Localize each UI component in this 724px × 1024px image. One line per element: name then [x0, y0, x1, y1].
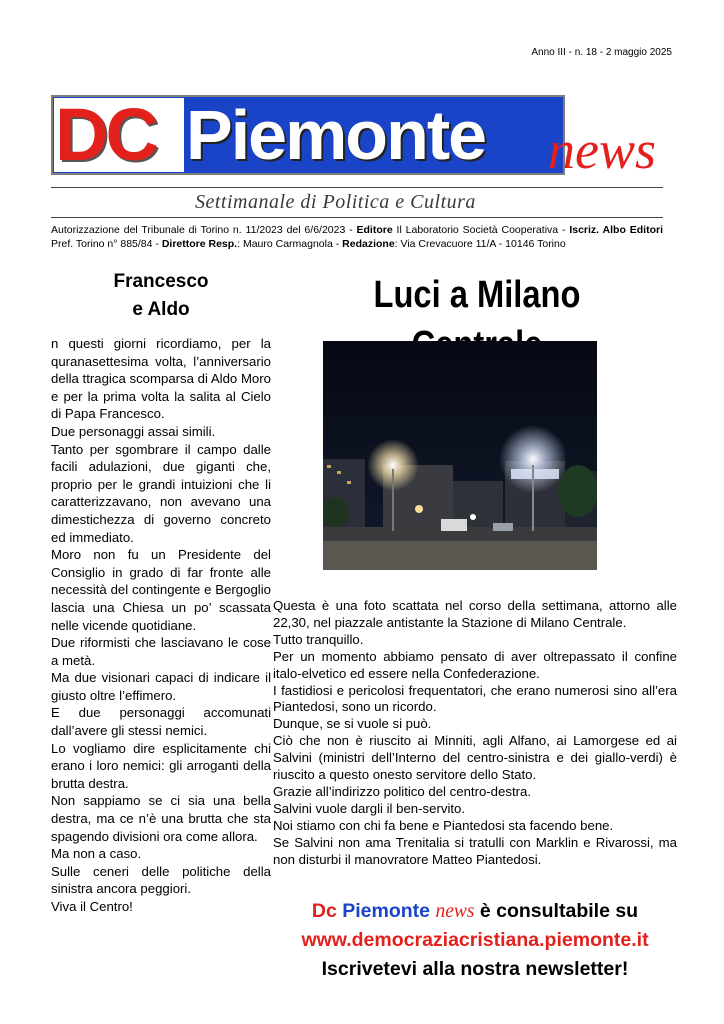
masthead-rule-top	[51, 187, 663, 188]
paragraph: Lo vogliamo dire esplicitamente chi erano i loro nemici: gli arroganti della brutta destra.	[51, 740, 271, 791]
newsletter-call: Iscrivetevi alla nostra newsletter!	[321, 958, 629, 980]
credits-label: Redazione	[342, 238, 395, 250]
promo-news: news	[435, 901, 475, 922]
tagline: Settimanale di Politica e Cultura	[195, 191, 476, 213]
paragraph: E due personaggi accomunati dall’avere gli stessi nemici.	[51, 705, 271, 739]
paragraph: Questa è una foto scattata nel corso della settimana, attorno alle 22,30, nel piazzale antistante la Stazione di Milano Centrale.	[273, 598, 677, 630]
logo-piemonte: Piemonte	[186, 96, 486, 174]
paragraph: Per un momento abbiamo pensato di aver oltrepassato il confine italo-elvetico ed essere nella Confederazione.	[273, 648, 677, 681]
promo-piemonte: Piemonte	[342, 900, 431, 922]
publication-credits	[51, 223, 663, 251]
issue-info: Anno III - n. 18 - 2 maggio 2025	[531, 47, 672, 58]
paragraph: Dunque, se si vuole si può.	[273, 716, 432, 732]
paragraph: Se Salvini non ama Trenitalia si tratulli con Marklin e Rivarossi, ma non disturbi il manovratore Matteo Piantedosi.	[273, 834, 677, 867]
paragraph: I fastidiosi e pericolosi frequentatori, che erano numerosi sino all’era Piantedosi, sono un ricordo.	[273, 682, 677, 715]
credits-text: : Via Crevacuore 11/A - 10146 Torino	[394, 238, 566, 250]
paragraph: Grazie all’indirizzo politico del centro-destra.	[273, 783, 531, 799]
promo-dc: Dc	[311, 900, 337, 922]
credits-label: Iscriz. Albo Editori	[569, 224, 663, 236]
masthead-rule-bottom	[51, 217, 663, 218]
paragraph: Salvini vuole dargli il ben-servito.	[273, 800, 466, 816]
credits-label: Editore	[356, 224, 393, 236]
left-article-body	[51, 335, 271, 916]
paragraph: Ma non a caso.	[51, 846, 142, 862]
website-link[interactable]: www.democraziacristiana.piemonte.it	[301, 929, 649, 951]
main-article-body	[273, 598, 677, 869]
credits-text: : Mauro Carmagnola -	[237, 238, 343, 250]
left-title-line: e Aldo	[132, 299, 190, 320]
logo-news: news	[548, 120, 656, 180]
logo-dc: DC	[55, 93, 156, 176]
paragraph: Ciò che non è riuscito ai Minniti, agli Alfano, ai Lamorgese ed ai Salvini (ministri dell’Interno del centro-sinistra e dei giallo-verdi) è riuscito a questo onesto servitore dello Stato.	[273, 733, 677, 783]
promo-line	[270, 897, 680, 926]
paragraph: n questi giorni ricordiamo, per la quranasettesima volta, l’anniversario della ttragica scomparsa di Aldo Moro e per la prima volta la salita al Cielo di Papa Francesco.	[51, 336, 271, 422]
paragraph: Tutto tranquillo.	[273, 631, 364, 647]
article-photo	[323, 341, 597, 570]
paragraph: Moro non fu un Presidente del Consiglio in grado di far fronte alle necessità del contingente e Bergoglio lascia una Chiesa un po’ scassata nelle vicende quotidiane.	[51, 547, 271, 633]
paragraph: Due riformisti che lasciavano le cose a metà.	[51, 635, 271, 668]
promo-text: è consultabile su	[479, 900, 639, 922]
paragraph: Ma due visionari capaci di indicare il giusto oltre l’effimero.	[51, 670, 271, 703]
credits-text: Il Laboratorio Società Cooperativa -	[392, 224, 570, 236]
credits-text: Autorizzazione del Tribunale di Torino n. 11/2023 del 6/6/2023 -	[51, 224, 357, 236]
paragraph: Tanto per sgombrare il campo dalle facili adulazioni, due giganti che, proprio per le grandi intuizioni che li caratterizzavano, non avevano una dimestichezza di governo concreto ed immediato.	[51, 441, 271, 545]
paragraph: Sulle ceneri delle politiche della sinistra ancora peggiori.	[51, 863, 271, 897]
left-article-title	[51, 268, 271, 324]
left-title-line: Francesco	[113, 271, 209, 292]
main-article-title: Luci a Milano	[373, 274, 581, 316]
night-station-photo	[323, 341, 597, 570]
newsletter-promo	[270, 897, 680, 984]
credits-text: Pref. Torino n° 885/84 -	[51, 238, 162, 250]
paragraph: Due personaggi assai simili.	[51, 423, 216, 439]
paragraph: Noi stiamo con chi fa bene e Piantedosi sta facendo bene.	[273, 817, 614, 833]
paragraph: Viva il Centro!	[51, 899, 133, 914]
paragraph: Non sappiamo se ci sia una bella destra, ma ce n’è una brutta che sta spagendo divisioni ora come allora.	[51, 793, 271, 844]
credits-label: Direttore Resp.	[161, 238, 238, 250]
